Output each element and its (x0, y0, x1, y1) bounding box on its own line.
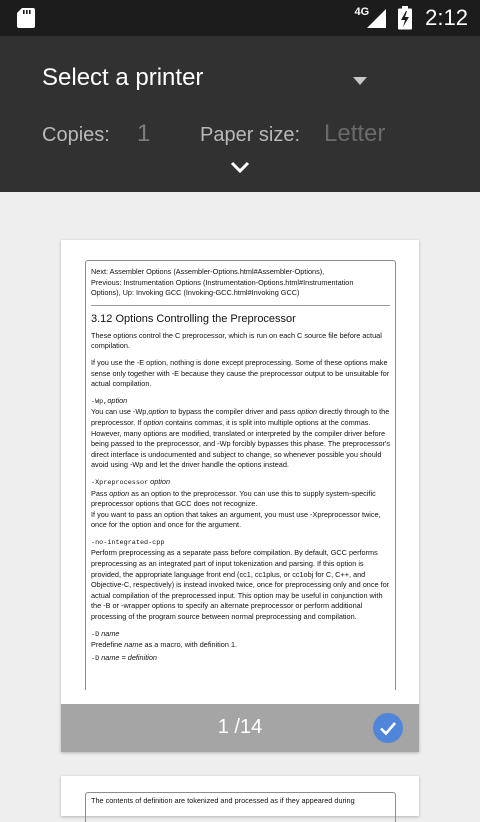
print-options-panel (0, 36, 480, 192)
doc-option-description: Predefine name as a macro, with definition 1. (91, 640, 238, 650)
dropdown-arrow-icon (352, 76, 368, 86)
doc-option-term: -Wp,option (91, 395, 128, 406)
doc-paragraph: If you use the -E option, nothing is done except preprocessing. Some of these options make sense only together with -E because they cause the preprocessor output to be unsuitable for actual compilation. (91, 357, 390, 389)
doc-nav-header (91, 267, 390, 299)
page-counter: 1 /14 (217, 716, 263, 738)
doc-nav-line: Previous: Instrumentation Options (Instrumentation-Options.html#Instrumentation (91, 277, 354, 287)
doc-paragraph: The contents of definition are tokenized and processed as if they appeared during (91, 796, 355, 805)
network-type-label: 4G (354, 6, 370, 18)
print-preview-area[interactable] (0, 192, 480, 805)
copies-input[interactable]: 1 (137, 120, 151, 147)
doc-nav-line: Options), Up: Invoking GCC (Invoking-GCC.html#Invoking GCC) (91, 288, 300, 298)
paper-size-label: Paper size: (200, 124, 301, 146)
page-preview-next[interactable] (61, 776, 419, 816)
page-content-frame (85, 792, 396, 822)
page-selected-check-icon[interactable] (373, 713, 403, 743)
doc-option-description: Perform preprocessing as a separate pass before compilation. By default, GCC performs preprocessing as an integrated part of input tokenization and parsing. If this option is provided, the appropriate language front end (cc1, cc1plus, or cc1obj for C, C++, and Objective-C, respectively) is instead invoked twice, once for preprocessing only and once for actual compilation of the preprocessed input. This option may be useful in conjunction with the -B or -wrapper options to specify an alternate preprocessor or perform additional processing of the program source between normal preprocessing and compilation. (91, 548, 390, 622)
doc-nav-line: Next: Assembler Options (Assembler-Options.html#Assembler-Options), (91, 267, 325, 276)
sd-card-icon (16, 7, 36, 29)
copies-label: Copies: (42, 124, 110, 146)
printer-select-dropdown[interactable] (42, 60, 442, 100)
doc-paragraph: These options control the C preprocessor, which is run on each C source file before actual compilation. (91, 330, 382, 351)
page-preview[interactable] (61, 240, 419, 752)
battery-charging-icon (397, 6, 413, 30)
document-preview-text (91, 267, 390, 664)
doc-divider (91, 305, 390, 306)
status-clock: 2:12 (425, 5, 468, 30)
doc-option-description: You can use -Wp,option to bypass the compiler driver and pass option directly through to the preprocessor. If option contains commas, it is split into multiple options at the commas. However, many options are modified, translated or interpreted by the compiler driver before being passed to the preprocessor, and -Wp forcibly bypasses this phase. The preprocessor's direct interface is undocumented and subject to change, so whenever possible you should avoid using -Wp and let the driver handle the options instead. (91, 407, 390, 470)
page-footer-bar (61, 704, 419, 752)
paper-size-select[interactable]: Letter (324, 120, 386, 147)
doc-option-term: -D name (91, 628, 120, 639)
printer-select-label: Select a printer (42, 64, 204, 91)
doc-option-term: -D name = definition (91, 652, 157, 663)
doc-section-title: 3.12 Options Controlling the Preprocessor (91, 312, 296, 325)
doc-option-description: Pass option as an option to the preprocessor. You can use this to supply system-specific preprocessor options that GCC does not recognize. (91, 488, 376, 509)
doc-option-term: -no-integrated-cpp (91, 538, 165, 547)
doc-option-description: If you want to pass an option that takes an argument, you must use -Xpreprocessor twice, once for the option and once for the argument. (91, 509, 381, 530)
doc-option-term: -Xpreprocessor option (91, 476, 171, 487)
expand-options-icon[interactable] (229, 160, 251, 174)
status-bar (0, 0, 480, 36)
page-content-frame (85, 260, 396, 690)
